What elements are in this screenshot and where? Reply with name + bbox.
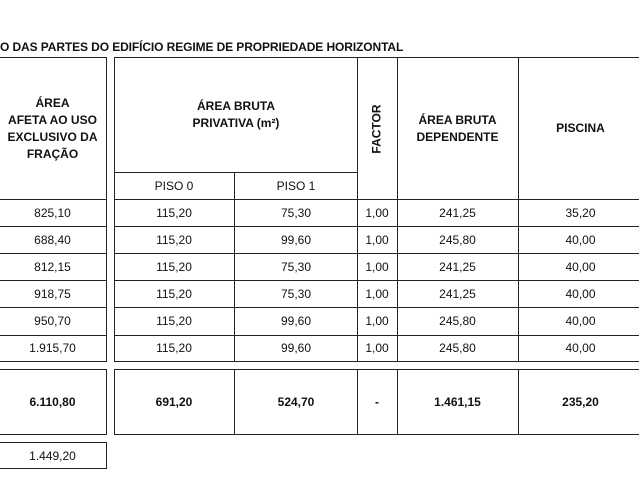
area-bruta-dependente-header: [397, 57, 518, 200]
table-cell-dependente: 241,25: [439, 205, 476, 220]
table-cell-piso0: 115,20: [156, 286, 192, 301]
total-piso0: 691,20: [155, 395, 193, 409]
table-caption: O DAS PARTES DO EDIFÍCIO REGIME DE PROPRIEDADE HORIZONTAL: [0, 40, 404, 54]
table-cell-factor: 1,00: [365, 205, 389, 220]
table-cell-piso1: 75,30: [280, 259, 312, 274]
piscina-header: PISCINA: [556, 121, 605, 135]
area-bruta-dependente-line2: DEPENDENTE: [416, 129, 499, 144]
table-cell-area-uso: 950,70: [34, 313, 71, 328]
area-bruta-dependente-line1: ÁREA BRUTA: [418, 112, 497, 127]
extra-value: 1.449,20: [29, 448, 76, 463]
table-cell-piso1: 99,60: [280, 313, 312, 328]
table-cell-factor: 1,00: [365, 232, 389, 247]
table-cell-piscina: 40,00: [565, 286, 596, 301]
table-cell-piscina: 40,00: [565, 259, 596, 274]
table-cell-area-uso: 812,15: [34, 259, 71, 274]
piso0-header: PISO 0: [154, 179, 194, 193]
area-uso-header: [0, 57, 107, 200]
table-cell-piscina: 40,00: [565, 232, 596, 247]
table-cell-factor: 1,00: [365, 341, 389, 356]
table-cell-piscina: 35,20: [565, 205, 596, 220]
area-uso-header-line1: ÁREA: [35, 95, 70, 110]
table-cell-dependente: 245,80: [439, 341, 476, 356]
table-cell-area-uso: 918,75: [34, 286, 71, 301]
table-cell-piso1: 75,30: [280, 286, 312, 301]
area-bruta-privativa-line2: PRIVATIVA (m²): [192, 115, 280, 130]
table-cell-piso1: 99,60: [280, 341, 312, 356]
total-piscina: 235,20: [562, 395, 599, 409]
table-cell-piso0: 115,20: [156, 313, 192, 328]
area-uso-header-line2: AFETA AO USO: [8, 112, 97, 127]
area-uso-header-line4: FRAÇÃO: [26, 146, 79, 161]
table-cell-factor: 1,00: [365, 259, 389, 274]
table-cell-piso0: 115,20: [156, 205, 192, 220]
table-cell-piscina: 40,00: [565, 341, 596, 356]
table-cell-piso0: 115,20: [156, 341, 192, 356]
total-factor: -: [375, 395, 379, 409]
total-area-uso: 6.110,80: [29, 395, 76, 409]
table-cell-area-uso: 1.915,70: [29, 341, 76, 356]
table-cell-factor: 1,00: [365, 286, 389, 301]
table-cell-area-uso: 825,10: [34, 205, 71, 220]
table-cell-dependente: 241,25: [439, 286, 476, 301]
table-cell-piscina: 40,00: [565, 313, 596, 328]
table-cell-dependente: 245,80: [439, 232, 476, 247]
table-cell-dependente: 245,80: [439, 313, 476, 328]
table-cell-piso1: 75,30: [280, 205, 312, 220]
total-dependente: 1.461,15: [434, 395, 481, 409]
table-cell-area-uso: 688,40: [34, 232, 71, 247]
total-piso1: 524,70: [277, 395, 315, 409]
factor-header: [357, 57, 397, 200]
piso1-header: PISO 1: [276, 179, 316, 193]
table-cell-piso0: 115,20: [156, 232, 192, 247]
table-cell-piso1: 99,60: [280, 232, 312, 247]
factor-header-label: FACTOR: [370, 103, 384, 154]
table-cell-factor: 1,00: [365, 313, 389, 328]
area-bruta-privativa-header: [114, 57, 358, 172]
area-uso-header-line3: EXCLUSIVO DA: [7, 129, 98, 144]
area-bruta-privativa-line1: ÁREA BRUTA: [197, 98, 275, 113]
table-cell-piso0: 115,20: [156, 259, 192, 274]
table-cell-dependente: 241,25: [439, 259, 476, 274]
